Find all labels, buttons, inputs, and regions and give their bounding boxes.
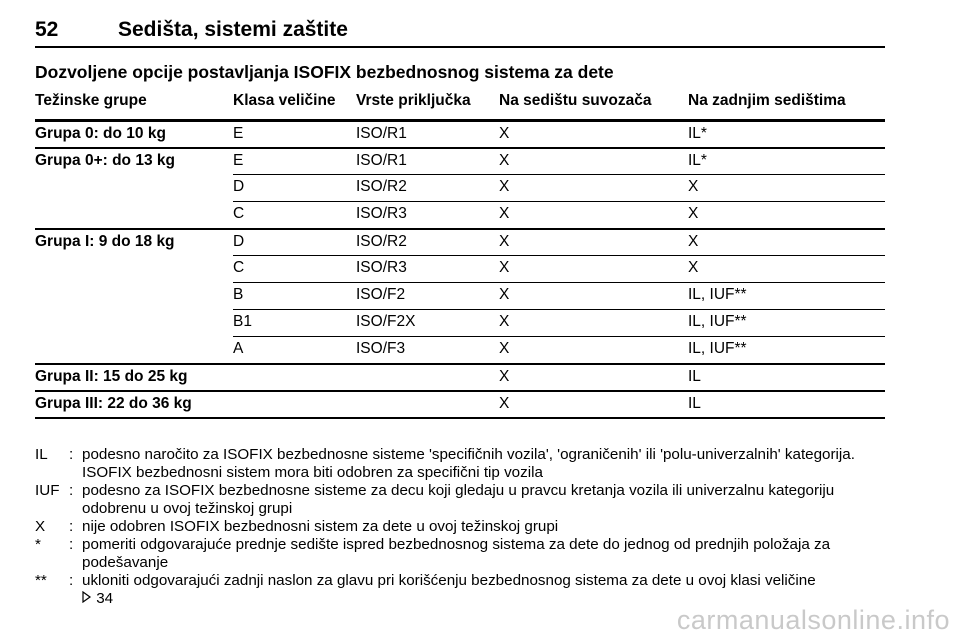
- rear-seat-cell: X: [688, 256, 885, 283]
- legend-colon: :: [69, 518, 74, 535]
- fixture-cell: ISO/R2: [356, 175, 499, 202]
- fixture-cell: [356, 391, 499, 418]
- passenger-seat-cell: X: [499, 202, 688, 229]
- legend-item: [35, 518, 895, 536]
- legend-colon: :: [69, 536, 74, 553]
- rear-seat-cell: IL*: [688, 148, 885, 175]
- legend-term: *: [35, 536, 41, 553]
- size-class-cell: B: [233, 283, 356, 310]
- page-title: Sedišta, sistemi zaštite: [118, 18, 348, 41]
- page-number: 52: [35, 18, 59, 41]
- passenger-seat-cell: X: [499, 364, 688, 391]
- column-header: Na sedištu suvozača: [499, 92, 688, 121]
- size-class-cell: A: [233, 337, 356, 364]
- table-row: [35, 364, 885, 391]
- weight-group-cell: Grupa I: 9 do 18 kg: [35, 229, 233, 256]
- legend-colon: :: [69, 446, 74, 463]
- passenger-seat-cell: X: [499, 283, 688, 310]
- weight-group-cell: [35, 202, 233, 229]
- weight-group-cell: [35, 175, 233, 202]
- weight-group-cell: [35, 310, 233, 337]
- rear-seat-cell: IL: [688, 391, 885, 418]
- passenger-seat-cell: X: [499, 337, 688, 364]
- isofix-table: [35, 92, 885, 419]
- legend-text: ukloniti odgovarajući zadnji naslon za glavu pri korišćenju bezbednosnog sistema za dete u ovoj klasi veličine: [82, 572, 816, 589]
- size-class-cell: [233, 391, 356, 418]
- legend-text: nije odobren ISOFIX bezbednosni sistem za dete u ovoj težinskoj grupi: [82, 518, 559, 535]
- page-reference-arrow-icon: [82, 590, 92, 608]
- table-row: [35, 229, 885, 256]
- legend-term: IUF: [35, 482, 60, 499]
- watermark: carmanualsonline.info: [676, 605, 950, 635]
- size-class-cell: E: [233, 125, 244, 142]
- legend-text: podesno naročito za ISOFIX bezbednosne sisteme 'specifičnih vozila', 'ograničenih' ili 'polu-univerzalnih' kategorija. ISOFIX bezbednosni sistem mora biti odobren za specifični tip vozila: [82, 446, 855, 481]
- rear-seat-cell: IL*: [688, 125, 707, 142]
- legend-text: podesno za ISOFIX bezbednosne sisteme za decu koji gledaju u pravcu kretanja vozila ili univerzalnu kategoriju odobrenu u ovoj težinskoj grupi: [82, 482, 835, 517]
- rear-seat-cell: X: [688, 175, 885, 202]
- size-class-cell: C: [233, 202, 356, 229]
- passenger-seat-cell: X: [499, 175, 688, 202]
- rear-seat-cell: IL, IUF**: [688, 310, 885, 337]
- weight-group-cell: Grupa II: 15 do 25 kg: [35, 364, 233, 391]
- fixture-cell: ISO/R3: [356, 202, 499, 229]
- weight-group-cell: [35, 337, 233, 364]
- weight-group-cell: [35, 283, 233, 310]
- legend: [35, 446, 895, 608]
- column-header: Vrste priključka: [356, 92, 499, 121]
- legend-item: [35, 482, 895, 518]
- fixture-cell: ISO/R2: [356, 229, 499, 256]
- table-row: [35, 310, 885, 337]
- table-row: [35, 121, 885, 148]
- passenger-seat-cell: X: [499, 256, 688, 283]
- weight-group-cell: Grupa 0+: do 13 kg: [35, 148, 233, 175]
- table-row: [35, 148, 885, 175]
- weight-group-cell: Grupa 0: do 10 kg: [35, 125, 166, 142]
- legend-colon: :: [69, 482, 74, 499]
- column-header: Na zadnjim sedištima: [688, 92, 885, 121]
- size-class-cell: E: [233, 148, 356, 175]
- passenger-seat-cell: X: [499, 310, 688, 337]
- table-row: [35, 256, 885, 283]
- passenger-seat-cell: X: [499, 125, 510, 142]
- legend-item: [35, 536, 895, 572]
- page-reference[interactable]: 34: [96, 590, 114, 607]
- table-row: [35, 337, 885, 364]
- passenger-seat-cell: X: [499, 229, 688, 256]
- fixture-cell: ISO/R1: [356, 125, 407, 142]
- legend-item: [35, 572, 895, 608]
- passenger-seat-cell: X: [499, 391, 688, 418]
- rear-seat-cell: X: [688, 229, 885, 256]
- size-class-cell: D: [233, 175, 356, 202]
- rear-seat-cell: IL: [688, 364, 885, 391]
- table-row: [35, 175, 885, 202]
- rear-seat-cell: IL, IUF**: [688, 337, 885, 364]
- table-row: [35, 202, 885, 229]
- fixture-cell: ISO/F2: [356, 283, 499, 310]
- weight-group-cell: Grupa III: 22 do 36 kg: [35, 391, 233, 418]
- rear-seat-cell: IL, IUF**: [688, 283, 885, 310]
- fixture-cell: ISO/R1: [356, 148, 499, 175]
- table-row: [35, 391, 885, 418]
- weight-group-cell: [35, 256, 233, 283]
- column-header: Težinske grupe: [35, 92, 233, 121]
- size-class-cell: D: [233, 229, 356, 256]
- fixture-cell: ISO/R3: [356, 256, 499, 283]
- table-row: [35, 283, 885, 310]
- fixture-cell: ISO/F3: [356, 337, 499, 364]
- legend-text: pomeriti odgovarajuće prednje sedište ispred bezbednosnog sistema za dete do jednog od prednjih položaja za podešavanje: [82, 536, 831, 571]
- passenger-seat-cell: X: [499, 148, 688, 175]
- legend-colon: :: [69, 572, 74, 589]
- rear-seat-cell: X: [688, 202, 885, 229]
- size-class-cell: C: [233, 256, 356, 283]
- legend-term: X: [35, 518, 46, 535]
- header-divider: [35, 46, 885, 48]
- fixture-cell: [356, 364, 499, 391]
- column-header: Klasa veličine: [233, 92, 356, 121]
- table-header-row: [35, 92, 885, 121]
- legend-term: IL: [35, 446, 48, 463]
- size-class-cell: [233, 364, 356, 391]
- legend-item: [35, 446, 895, 482]
- size-class-cell: B1: [233, 310, 356, 337]
- legend-term: **: [35, 572, 47, 589]
- section-title: Dozvoljene opcije postavljanja ISOFIX bezbednosnog sistema za dete: [35, 62, 614, 82]
- page-header: [35, 10, 885, 50]
- fixture-cell: ISO/F2X: [356, 310, 499, 337]
